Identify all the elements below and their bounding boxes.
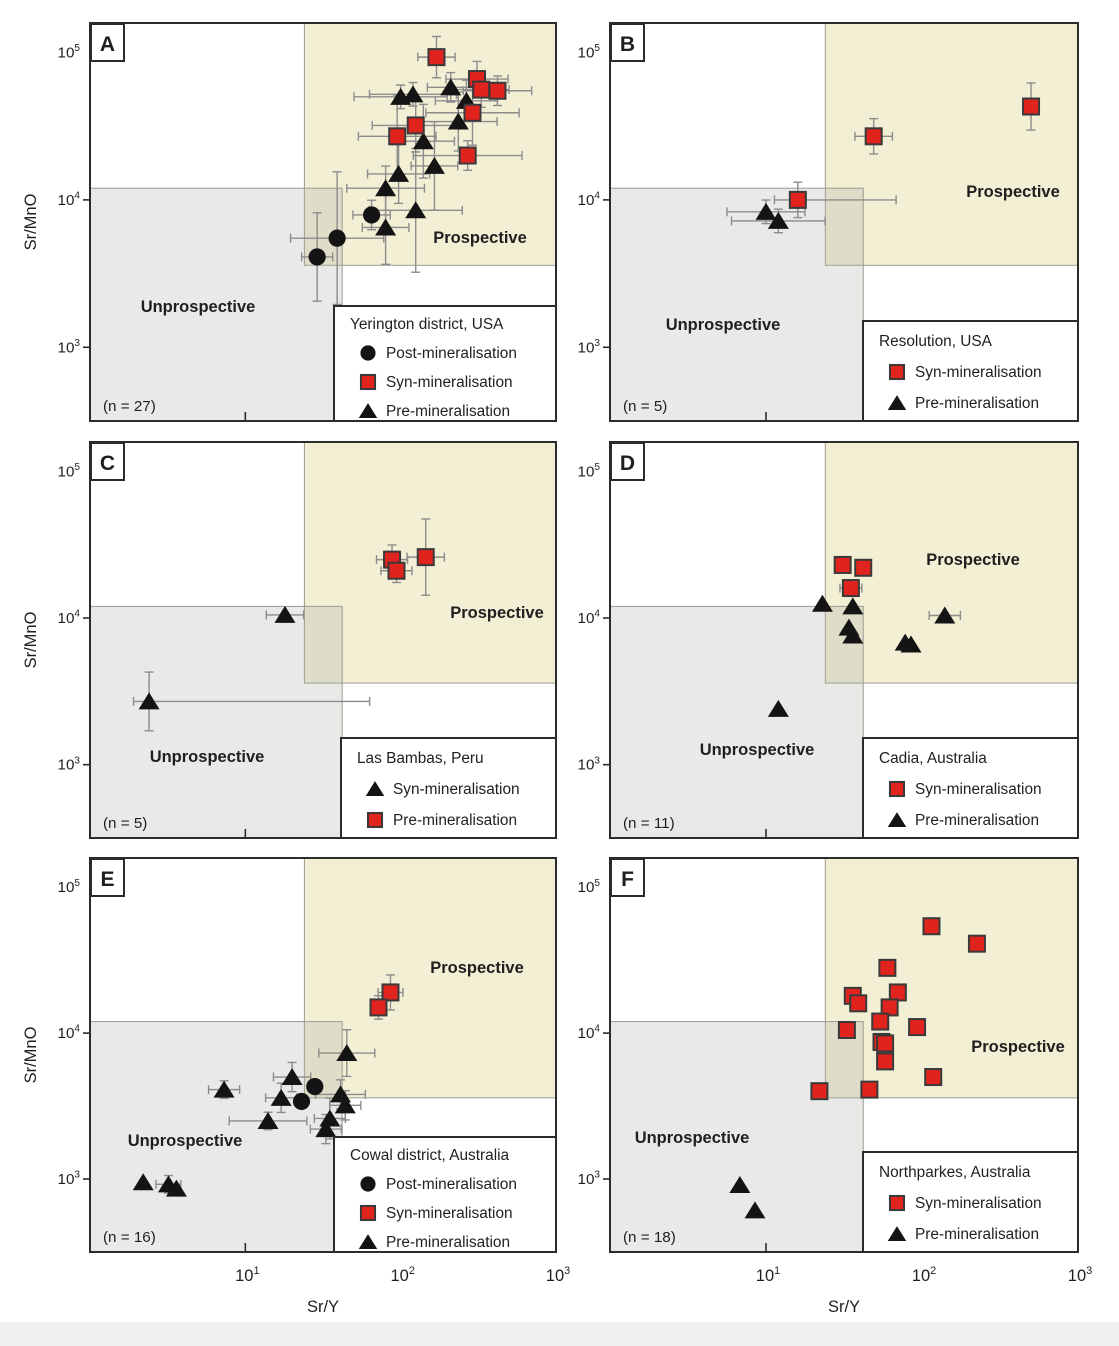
syn-mineralisation-square-marker — [1023, 99, 1039, 115]
legend-item-label: Pre-mineralisation — [386, 1234, 511, 1251]
legend-item-label: Pre-mineralisation — [915, 812, 1040, 829]
syn-mineralisation-square-marker — [843, 580, 859, 596]
legend-item-label: Syn-mineralisation — [915, 781, 1042, 798]
y-tick-label: $10^4$ — [57, 1023, 80, 1043]
y-tick-label: $10^4$ — [577, 608, 600, 627]
prospective-zone-label: Prospective — [971, 1038, 1065, 1056]
syn-mineralisation-square-marker — [923, 918, 939, 934]
post-mineralisation-circle-marker — [360, 1176, 375, 1191]
prospective-zone-label: Prospective — [926, 551, 1020, 569]
page-bottom-band — [0, 1322, 1119, 1346]
syn-mineralisation-square-marker — [460, 148, 476, 164]
syn-mineralisation-square-marker — [388, 563, 404, 579]
x-tick-label: $10^3$ — [545, 1265, 571, 1285]
syn-mineralisation-square-marker — [879, 960, 895, 976]
y-tick-label: $10^3$ — [577, 337, 600, 357]
panel-letter: B — [619, 33, 636, 56]
legend-C — [341, 738, 556, 838]
legend-item-label: Syn-mineralisation — [386, 1205, 513, 1222]
panel-D — [578, 442, 1078, 838]
panel-letter: E — [100, 868, 115, 891]
sample-count-label: (n = 5) — [103, 815, 148, 832]
syn-mineralisation-square-marker — [389, 128, 405, 144]
y-tick-label: $10^4$ — [57, 190, 80, 209]
syn-mineralisation-square-marker — [368, 813, 382, 827]
panel-E — [22, 858, 570, 1316]
y-tick-label: $10^3$ — [57, 1169, 80, 1189]
syn-mineralisation-square-marker — [877, 1053, 893, 1069]
sample-count-label: (n = 18) — [623, 1229, 676, 1246]
post-mineralisation-circle-marker — [309, 248, 326, 265]
x-tick-label: $10^3$ — [1067, 1265, 1093, 1285]
syn-mineralisation-square-marker — [361, 1206, 375, 1220]
syn-mineralisation-square-marker — [428, 49, 444, 65]
legend-title: Yerington district, USA — [350, 316, 504, 333]
panel-B — [578, 23, 1078, 421]
y-tick-label: $10^5$ — [57, 461, 80, 481]
syn-mineralisation-square-marker — [811, 1083, 827, 1099]
y-tick-label: $10^5$ — [577, 877, 600, 897]
legend-item-label: Syn-mineralisation — [386, 374, 513, 391]
legend-item-label: Pre-mineralisation — [393, 812, 518, 829]
syn-mineralisation-square-marker — [418, 549, 434, 565]
x-tick-label: $10^1$ — [755, 1265, 781, 1285]
unprospective-zone-label: Unprospective — [127, 1132, 243, 1150]
syn-mineralisation-square-marker — [890, 984, 906, 1000]
legend-title: Northparkes, Australia — [879, 1164, 1031, 1181]
syn-mineralisation-square-marker — [382, 984, 398, 1000]
syn-mineralisation-square-marker — [890, 1196, 904, 1210]
syn-mineralisation-square-marker — [839, 1022, 855, 1038]
post-mineralisation-circle-marker — [360, 345, 375, 360]
legend-item-label: Syn-mineralisation — [393, 781, 520, 798]
sample-count-label: (n = 11) — [623, 815, 675, 832]
syn-mineralisation-square-marker — [850, 995, 866, 1011]
unprospective-zone-label: Unprospective — [149, 748, 265, 766]
legend-title: Resolution, USA — [879, 333, 992, 350]
panel-letter: C — [99, 452, 116, 475]
prospective-zone-label: Prospective — [450, 604, 544, 622]
sample-count-label: (n = 5) — [623, 398, 668, 415]
y-tick-label: $10^3$ — [57, 337, 80, 357]
syn-mineralisation-square-marker — [371, 999, 387, 1015]
panel-letter: D — [619, 452, 636, 475]
sample-count-label: (n = 27) — [103, 398, 156, 415]
syn-mineralisation-square-marker — [890, 365, 904, 379]
panel-letter: F — [621, 868, 634, 891]
y-tick-label: $10^3$ — [577, 755, 600, 774]
unprospective-zone-label: Unprospective — [140, 298, 256, 316]
post-mineralisation-circle-marker — [306, 1078, 323, 1095]
syn-mineralisation-square-marker — [861, 1082, 877, 1098]
legend-title: Las Bambas, Peru — [357, 750, 484, 767]
y-tick-label: $10^4$ — [577, 190, 600, 209]
x-axis-title: Sr/Y — [306, 1298, 340, 1316]
panel-A — [22, 23, 556, 421]
legend-A — [334, 306, 556, 421]
syn-mineralisation-square-marker — [890, 782, 904, 796]
post-mineralisation-circle-marker — [293, 1093, 310, 1110]
syn-mineralisation-square-marker — [790, 192, 806, 208]
syn-mineralisation-square-marker — [855, 560, 871, 576]
x-axis-title: Sr/Y — [827, 1298, 861, 1316]
prospective-zone-label: Prospective — [966, 183, 1060, 201]
legend-item-label: Post-mineralisation — [386, 345, 517, 362]
unprospective-zone-label: Unprospective — [699, 741, 815, 759]
prospective-zone-label: Prospective — [433, 229, 527, 247]
unprospective-zone — [90, 606, 342, 838]
legend-B — [863, 321, 1078, 421]
syn-mineralisation-square-marker — [969, 936, 985, 952]
panel-letter: A — [99, 33, 116, 56]
post-mineralisation-circle-marker — [363, 206, 380, 223]
syn-mineralisation-square-marker — [909, 1019, 925, 1035]
prospective-zone-label: Prospective — [430, 959, 524, 977]
y-tick-label: $10^5$ — [57, 43, 80, 62]
sample-count-label: (n = 16) — [103, 1229, 156, 1246]
legend-D — [863, 738, 1078, 838]
unprospective-zone-label: Unprospective — [665, 316, 781, 334]
syn-mineralisation-square-marker — [489, 83, 505, 99]
x-tick-label: $10^1$ — [235, 1265, 260, 1285]
legend-item-label: Syn-mineralisation — [915, 1195, 1042, 1212]
syn-mineralisation-square-marker — [835, 557, 851, 573]
y-tick-label: $10^5$ — [577, 461, 600, 481]
legend-item-label: Pre-mineralisation — [915, 1226, 1040, 1243]
y-tick-label: $10^5$ — [57, 877, 80, 897]
y-axis-title: Sr/MnO — [22, 1026, 40, 1084]
x-tick-label: $10^2$ — [390, 1265, 415, 1285]
syn-mineralisation-square-marker — [872, 1014, 888, 1030]
y-tick-label: $10^4$ — [57, 608, 80, 627]
syn-mineralisation-square-marker — [925, 1069, 941, 1085]
legend-item-label: Syn-mineralisation — [915, 364, 1042, 381]
unprospective-zone-label: Unprospective — [634, 1129, 750, 1147]
legend-title: Cowal district, Australia — [350, 1147, 510, 1164]
panel-C — [22, 442, 556, 838]
panel-F — [578, 858, 1093, 1316]
y-axis-title: Sr/MnO — [22, 193, 40, 251]
y-axis-title: Sr/MnO — [22, 611, 40, 669]
syn-mineralisation-square-marker — [473, 82, 489, 98]
legend-title: Cadia, Australia — [879, 750, 987, 767]
legend-E — [334, 1137, 556, 1252]
syn-mineralisation-square-marker — [464, 105, 480, 121]
syn-mineralisation-square-marker — [361, 375, 375, 389]
syn-mineralisation-square-marker — [866, 128, 882, 144]
y-tick-label: $10^3$ — [577, 1169, 600, 1189]
y-tick-label: $10^3$ — [57, 755, 80, 774]
legend-item-label: Post-mineralisation — [386, 1176, 517, 1193]
syn-mineralisation-square-marker — [408, 117, 424, 133]
x-tick-label: $10^2$ — [911, 1265, 937, 1285]
y-tick-label: $10^4$ — [577, 1023, 600, 1043]
legend-F — [863, 1152, 1078, 1252]
unprospective-zone — [610, 606, 863, 838]
post-mineralisation-circle-marker — [329, 230, 346, 247]
y-tick-label: $10^5$ — [577, 43, 600, 62]
legend-item-label: Pre-mineralisation — [915, 395, 1040, 412]
legend-item-label: Pre-mineralisation — [386, 403, 511, 420]
syn-mineralisation-square-marker — [877, 1035, 893, 1051]
